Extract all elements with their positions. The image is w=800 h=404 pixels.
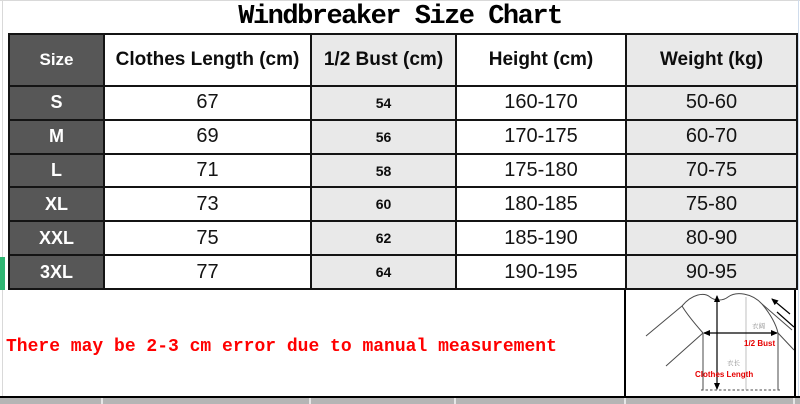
measurement-error-note: There may be 2-3 cm error due to manual measurement [6,337,557,357]
table-row-xxl [9,221,797,255]
table-row-xl [9,187,797,221]
garment-measurement-diagram [624,290,796,397]
column-header-half-bust: 1/2 Bust (cm) [311,34,456,86]
length-cell: 77 [104,255,311,289]
sheet-gridline-top [0,0,800,1]
bust-cell: 56 [311,120,456,154]
size-cell: L [9,154,104,188]
column-header-clothes-length: Clothes Length (cm) [104,34,311,86]
height-cell: 190-195 [456,255,626,289]
bust-label-en: 1/2 Bust [744,339,776,348]
column-header-weight: Weight (kg) [626,34,797,86]
weight-cell: 50-60 [626,86,797,120]
length-cell: 73 [104,187,311,221]
shoulder-pointer-arrow-icon [772,299,790,314]
strip-separator [793,398,795,404]
strip-separator [454,398,456,404]
strip-separator [624,398,626,404]
column-header-height: Height (cm) [456,34,626,86]
bust-cell: 64 [311,255,456,289]
column-header-size: Size [9,34,104,86]
length-cell: 69 [104,120,311,154]
bust-label-cn: 衣阔 [752,323,765,330]
row-selection-marker [0,257,5,290]
length-label-en: Clothes Length [695,370,754,379]
table-row-s [9,86,797,120]
table-row-3xl [9,255,797,289]
size-chart-table [8,33,798,290]
weight-cell: 75-80 [626,187,797,221]
length-cell: 75 [104,221,311,255]
height-cell: 160-170 [456,86,626,120]
page-title: Windbreaker Size Chart [238,2,562,32]
bust-cell: 60 [311,187,456,221]
height-cell: 180-185 [456,187,626,221]
strip-separator [309,398,311,404]
garment-diagram-svg [626,290,794,395]
weight-cell: 80-90 [626,221,797,255]
weight-cell: 90-95 [626,255,797,289]
weight-cell: 70-75 [626,154,797,188]
bust-cell: 62 [311,221,456,255]
weight-cell: 60-70 [626,120,797,154]
table-row-m [9,120,797,154]
bust-cell: 58 [311,154,456,188]
header-row [9,34,797,86]
height-cell: 175-180 [456,154,626,188]
length-cell: 71 [104,154,311,188]
next-table-edge-strip [0,396,800,404]
size-cell: 3XL [9,255,104,289]
length-cell: 67 [104,86,311,120]
table-row-l [9,154,797,188]
sheet-gridline-left [2,0,3,396]
size-cell: S [9,86,104,120]
size-cell: M [9,120,104,154]
bust-cell: 54 [311,86,456,120]
size-cell: XL [9,187,104,221]
height-cell: 170-175 [456,120,626,154]
height-cell: 185-190 [456,221,626,255]
size-cell: XXL [9,221,104,255]
length-label-cn: 衣长 [727,360,740,367]
strip-separator [101,398,103,404]
sheet-gridline-right [798,0,799,404]
